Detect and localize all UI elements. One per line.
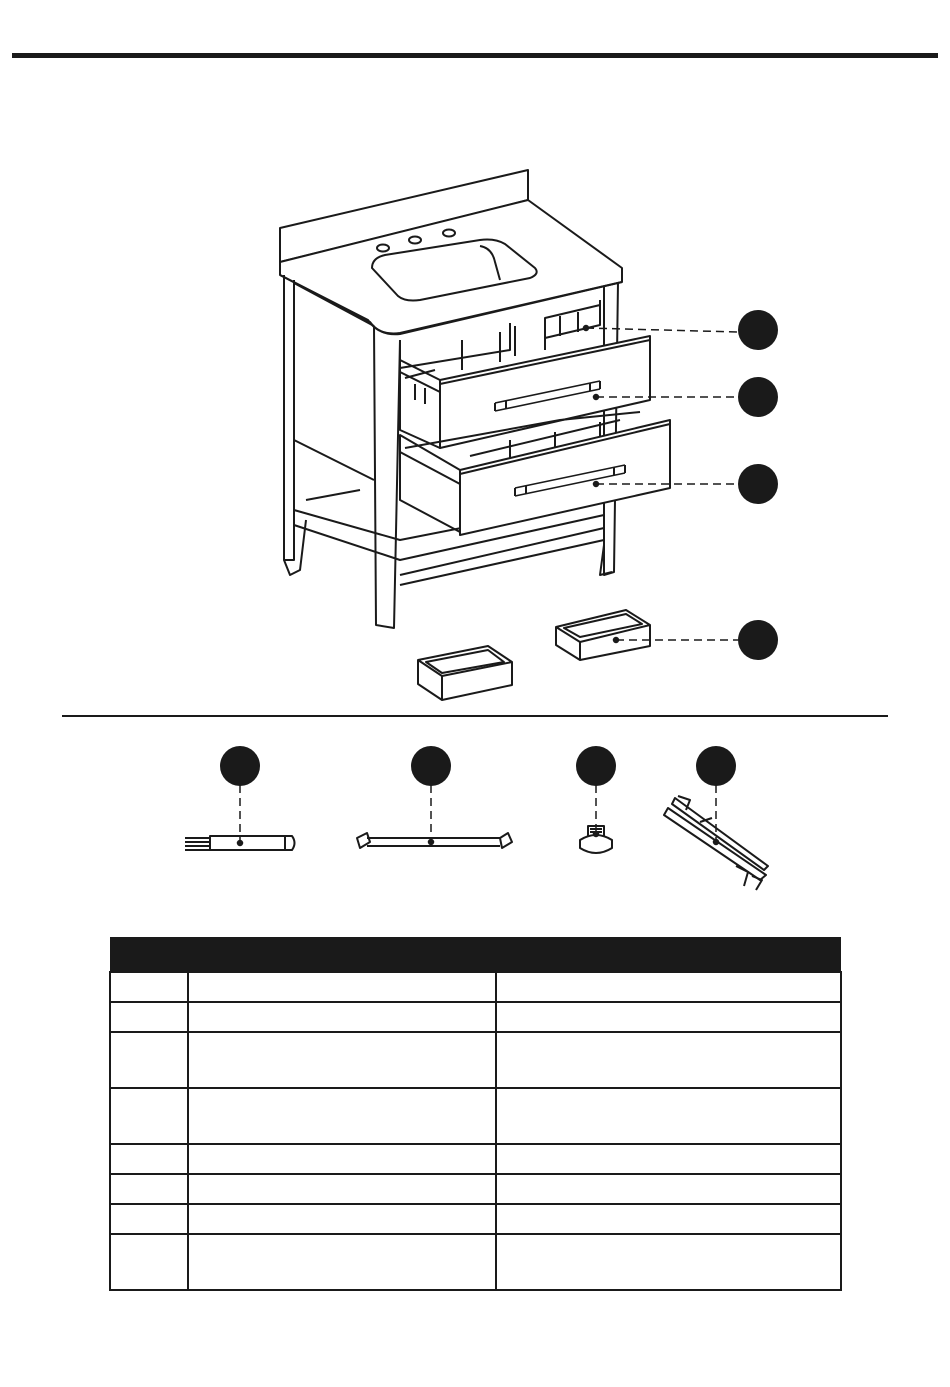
cell-quantity <box>496 1174 841 1204</box>
cell-quantity <box>496 1204 841 1234</box>
cell-quantity <box>496 1234 841 1290</box>
callout-handle <box>411 746 451 786</box>
header-description <box>188 937 496 972</box>
header-quantity <box>496 937 841 972</box>
cell-description <box>188 1032 496 1088</box>
cell-description <box>188 1174 496 1204</box>
cell-quantity <box>496 1032 841 1088</box>
table-row <box>110 1088 841 1144</box>
cell-part <box>110 972 188 1002</box>
table-row <box>110 1032 841 1088</box>
cell-quantity <box>496 972 841 1002</box>
table-row <box>110 1002 841 1032</box>
header-part <box>110 937 188 972</box>
callout-top-drawer-divider <box>738 310 778 350</box>
parts-table <box>109 937 842 1291</box>
callout-drawer-slide <box>696 746 736 786</box>
cell-quantity <box>496 1002 841 1032</box>
callout-bottom-drawer <box>738 464 778 504</box>
callout-dowel <box>220 746 260 786</box>
cell-part <box>110 1204 188 1234</box>
table-row <box>110 1204 841 1234</box>
cell-part <box>110 1032 188 1088</box>
cell-description <box>188 1144 496 1174</box>
cell-part <box>110 1234 188 1290</box>
cell-quantity <box>496 1088 841 1144</box>
cell-quantity <box>496 1144 841 1174</box>
callout-top-drawer <box>738 377 778 417</box>
cell-description <box>188 1204 496 1234</box>
table-row <box>110 972 841 1002</box>
cell-part <box>110 1174 188 1204</box>
table-row <box>110 1234 841 1290</box>
cell-description <box>188 972 496 1002</box>
cell-description <box>188 1234 496 1290</box>
parts-table-header <box>110 937 841 972</box>
cell-part <box>110 1002 188 1032</box>
table-row <box>110 1174 841 1204</box>
cell-description <box>188 1088 496 1144</box>
cell-part <box>110 1144 188 1174</box>
callout-drawer-organizer <box>738 620 778 660</box>
cell-description <box>188 1002 496 1032</box>
table-row <box>110 1144 841 1174</box>
cell-part <box>110 1088 188 1144</box>
section-divider <box>62 715 888 717</box>
callout-leveling-foot <box>576 746 616 786</box>
